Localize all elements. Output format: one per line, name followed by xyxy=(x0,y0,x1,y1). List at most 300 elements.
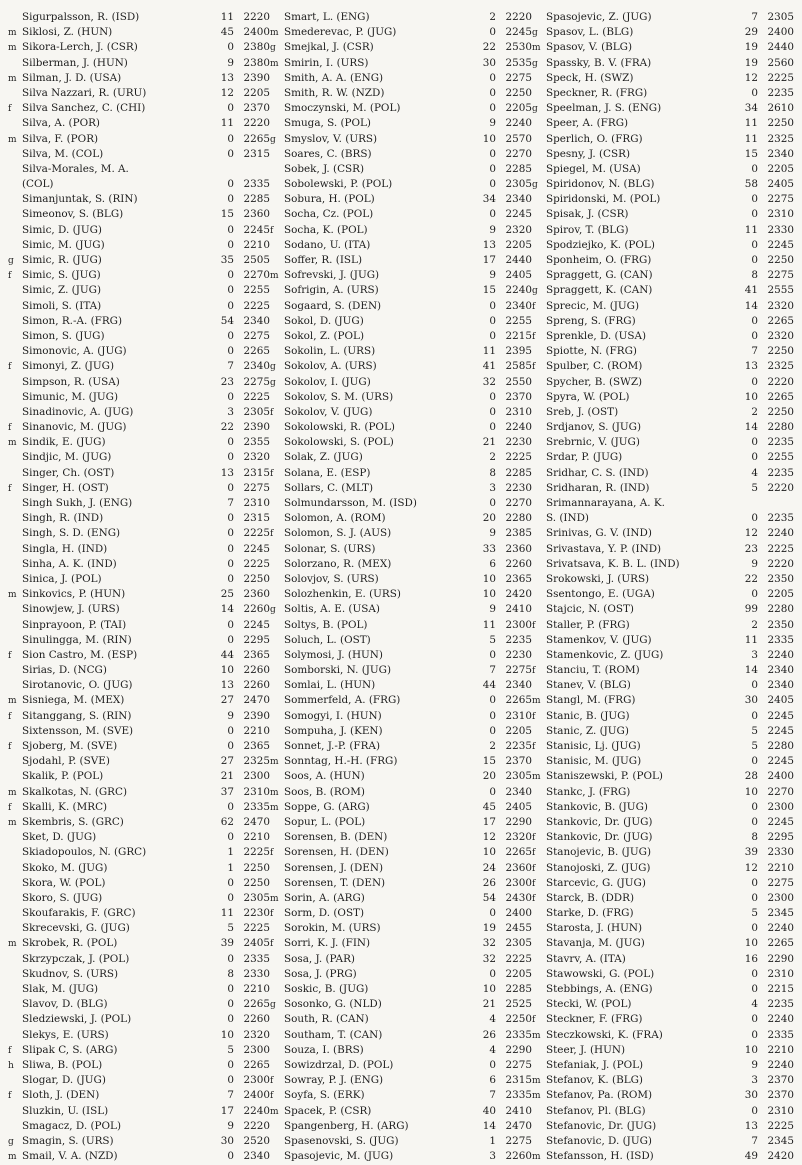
games-count: 0 xyxy=(489,71,496,84)
games-count: 0 xyxy=(751,375,758,388)
player-name: Skudnov, S. (URS) xyxy=(22,967,119,980)
list-item xyxy=(270,921,532,936)
list-item xyxy=(270,587,532,602)
list-item xyxy=(8,450,270,465)
rating-value: 2245 xyxy=(505,26,532,39)
rating-value: 2340 xyxy=(505,785,532,798)
list-item xyxy=(8,162,270,177)
rating-value: 2405 xyxy=(767,178,794,191)
games-count: 9 xyxy=(227,1119,234,1132)
rating-value: 2255 xyxy=(243,284,270,297)
player-name: Stecki, W. (POL) xyxy=(546,998,632,1011)
rating-value: 2225 xyxy=(243,557,270,570)
games-count: 19 xyxy=(744,41,758,54)
rating-value: 2265 xyxy=(505,694,532,707)
title-marker: m xyxy=(532,1076,541,1087)
rating-value: 2205 xyxy=(505,102,532,115)
player-name: Skrobek, R. (POL) xyxy=(22,937,118,950)
list-item xyxy=(8,1028,270,1043)
rating-value: 2300 xyxy=(243,1043,270,1056)
list-item xyxy=(8,724,270,739)
list-item xyxy=(532,587,794,602)
title-marker: f xyxy=(532,620,536,631)
rating-value: 2560 xyxy=(767,56,794,69)
list-item xyxy=(270,238,532,253)
list-item xyxy=(270,299,532,314)
list-item xyxy=(8,815,270,830)
rating-value: 2225 xyxy=(505,952,532,965)
player-name: Simic, R. (JUG) xyxy=(22,254,102,266)
games-count: 0 xyxy=(227,831,234,844)
list-item xyxy=(8,952,270,967)
games-count: 13 xyxy=(744,360,758,373)
list-item xyxy=(532,861,794,876)
rating-value: 2410 xyxy=(505,1104,532,1117)
rating-value: 2270 xyxy=(505,147,532,160)
list-item xyxy=(532,542,794,557)
list-item xyxy=(8,876,270,891)
rating-value: 2380 xyxy=(243,56,270,69)
games-count: 13 xyxy=(220,679,234,692)
list-item xyxy=(8,1119,270,1134)
rating-value: 2265 xyxy=(243,1058,270,1071)
title-marker: f xyxy=(270,468,274,479)
list-item xyxy=(8,390,270,405)
rating-value: 2390 xyxy=(243,71,270,84)
rating-value: 2265 xyxy=(767,937,794,950)
rating-value: 2290 xyxy=(505,815,532,828)
rating-value: 2225 xyxy=(767,542,794,555)
player-name: Stefaniak, J. (POL) xyxy=(546,1058,644,1071)
title-marker: m xyxy=(270,1106,279,1117)
player-name: Stavrv, A. (ITA) xyxy=(546,952,626,965)
player-name: Smith, A. A. (ENG) xyxy=(284,71,384,84)
games-count: 22 xyxy=(220,421,234,434)
rating-value: 2335 xyxy=(505,1028,532,1041)
list-item xyxy=(8,739,270,754)
rating-value: 2260 xyxy=(243,664,270,677)
games-count: 26 xyxy=(482,876,496,889)
games-count: 0 xyxy=(227,132,234,145)
player-name: Sowizdrzal, D. (POL) xyxy=(284,1058,394,1071)
player-name: Spycher, B. (SWZ) xyxy=(546,375,643,388)
games-count: 22 xyxy=(744,572,758,585)
player-name: Sjoberg, M. (SVE) xyxy=(22,740,118,752)
list-item xyxy=(8,648,270,663)
rating-value: 2320 xyxy=(767,329,794,342)
rating-value: 2240 xyxy=(767,922,794,935)
games-count: 54 xyxy=(220,314,234,327)
player-name: Smyslov, V. (URS) xyxy=(284,132,378,145)
list-item xyxy=(532,375,794,390)
list-item xyxy=(8,542,270,557)
list-item xyxy=(8,435,270,450)
rating-value: 2335 xyxy=(767,633,794,646)
games-count: 0 xyxy=(751,876,758,889)
rating-value: 2225 xyxy=(243,527,270,540)
rating-value: 2405 xyxy=(505,800,532,813)
column-2 xyxy=(270,10,532,1163)
player-name: Skrzypczak, J. (POL) xyxy=(22,952,130,965)
list-item xyxy=(532,1119,794,1134)
player-name: Spesny, J. (CSR) xyxy=(546,147,631,160)
player-name: Stanev, V. (BLG) xyxy=(546,679,631,692)
list-item xyxy=(532,147,794,162)
rating-value: 2340 xyxy=(243,314,270,327)
games-count: 0 xyxy=(751,709,758,722)
list-item xyxy=(8,25,270,40)
games-count: 0 xyxy=(227,284,234,297)
games-count: 14 xyxy=(744,421,758,434)
rating-value: 2240 xyxy=(767,648,794,661)
games-count: 10 xyxy=(220,664,234,677)
list-item xyxy=(270,10,532,25)
games-count: 0 xyxy=(489,162,496,175)
rating-value: 2245 xyxy=(243,542,270,555)
games-count: 30 xyxy=(744,694,758,707)
title-marker: m xyxy=(532,43,541,54)
list-item xyxy=(532,25,794,40)
rating-value: 2275 xyxy=(505,71,532,84)
list-item xyxy=(8,56,270,71)
title-marker: m xyxy=(270,28,279,39)
games-count: 0 xyxy=(489,694,496,707)
rating-value: 2345 xyxy=(767,1134,794,1147)
rating-value: 2220 xyxy=(767,557,794,570)
list-item xyxy=(532,390,794,405)
list-item xyxy=(532,618,794,633)
rating-value: 2470 xyxy=(243,815,270,828)
title-marker: f xyxy=(8,1091,12,1102)
games-count: 15 xyxy=(482,284,496,297)
list-item xyxy=(8,785,270,800)
games-count: 3 xyxy=(751,648,758,661)
rating-value: 2265 xyxy=(505,846,532,859)
list-item xyxy=(532,177,794,192)
rating-value: 2320 xyxy=(243,451,270,464)
rating-value: 2280 xyxy=(505,512,532,525)
title-marker: f xyxy=(8,271,12,282)
title-marker: f xyxy=(532,1015,536,1026)
list-item xyxy=(8,511,270,526)
player-name: Starosta, J. (HUN) xyxy=(546,922,643,935)
player-name: Souza, I. (BRS) xyxy=(284,1043,364,1056)
list-item xyxy=(8,132,270,147)
title-marker: m xyxy=(8,43,17,54)
player-name: Sosa, J. (PAR) xyxy=(284,952,355,965)
list-item xyxy=(270,450,532,465)
rating-value: 2340 xyxy=(505,679,532,692)
player-name: Solymosi, J. (HUN) xyxy=(284,648,383,661)
rating-value: 2335 xyxy=(243,952,270,965)
list-item xyxy=(270,572,532,587)
list-item xyxy=(8,314,270,329)
player-name: Solana, E. (ESP) xyxy=(284,466,371,479)
rating-value: 2405 xyxy=(505,269,532,282)
player-name: Sobolewski, P. (POL) xyxy=(284,178,393,191)
games-count: 30 xyxy=(744,1089,758,1102)
list-item xyxy=(8,572,270,587)
list-item xyxy=(8,800,270,815)
rating-value: 2340 xyxy=(767,147,794,160)
games-count: 19 xyxy=(482,922,496,935)
games-count: 5 xyxy=(489,633,496,646)
player-name: Srokowski, J. (URS) xyxy=(546,572,650,585)
player-name: Solomon, S. J. (AUS) xyxy=(284,527,392,540)
player-name: Sloth, J. (DEN) xyxy=(22,1089,100,1102)
list-item xyxy=(532,633,794,648)
list-item xyxy=(532,1028,794,1043)
games-count: 0 xyxy=(227,891,234,904)
games-count: 45 xyxy=(482,800,496,813)
player-name: Speck, H. (SWZ) xyxy=(546,71,634,84)
games-count: 8 xyxy=(751,831,758,844)
games-count: 5 xyxy=(227,922,234,935)
player-name: Steckner, F. (FRG) xyxy=(546,1013,643,1026)
rating-value: 2360 xyxy=(243,208,270,221)
list-item xyxy=(532,1058,794,1073)
rating-value: 2240 xyxy=(767,1013,794,1026)
games-count: 39 xyxy=(744,846,758,859)
rating-value: 2400 xyxy=(243,1089,270,1102)
games-count: 5 xyxy=(227,1043,234,1056)
list-item xyxy=(532,496,794,511)
player-name: Starck, B. (DDR) xyxy=(546,891,635,904)
games-count: 0 xyxy=(489,390,496,403)
title-marker: f xyxy=(8,483,12,494)
list-item xyxy=(8,769,270,784)
player-name: Spiridonov, N. (BLG) xyxy=(546,178,655,191)
list-item xyxy=(532,830,794,845)
title-marker: g xyxy=(8,256,14,266)
games-count: 0 xyxy=(227,998,234,1011)
list-item xyxy=(532,997,794,1012)
rating-value: 2245 xyxy=(767,709,794,722)
rating-value: 2585 xyxy=(505,360,532,373)
rating-value: 2455 xyxy=(505,922,532,935)
list-item xyxy=(532,709,794,724)
games-count: 0 xyxy=(489,907,496,920)
list-item xyxy=(532,845,794,860)
list-item xyxy=(532,299,794,314)
title-marker: f xyxy=(8,650,12,661)
rating-value: 2260 xyxy=(505,1150,532,1163)
games-count: 99 xyxy=(744,603,758,616)
games-count: 0 xyxy=(227,390,234,403)
player-name: Soares, C. (BRS) xyxy=(284,147,372,160)
rating-value: 2225 xyxy=(243,922,270,935)
rating-value: 2205 xyxy=(767,162,794,175)
list-item xyxy=(270,800,532,815)
rating-value: 2310 xyxy=(767,1104,794,1117)
games-count: 35 xyxy=(220,254,234,266)
player-name: Singh, R. (IND) xyxy=(22,512,104,525)
player-name: Skoko, M. (JUG) xyxy=(22,861,108,874)
player-name: Sokolov, V. (JUG) xyxy=(284,405,373,418)
list-item xyxy=(8,268,270,283)
rating-value: 2365 xyxy=(243,648,270,661)
rating-value: 2320 xyxy=(767,299,794,312)
rating-value: 2205 xyxy=(243,86,270,99)
rating-value: 2300 xyxy=(505,618,532,631)
games-count: 10 xyxy=(744,1043,758,1056)
rating-value: 2275 xyxy=(243,375,270,388)
player-name: Sofrigin, A. (URS) xyxy=(284,284,379,297)
player-name: Spangenberg, H. (ARG) xyxy=(284,1119,409,1132)
list-item xyxy=(532,450,794,465)
games-count: 25 xyxy=(220,588,234,601)
rating-value: 2315 xyxy=(243,147,270,160)
list-item xyxy=(532,1104,794,1119)
games-count: 0 xyxy=(751,967,758,980)
games-count: 0 xyxy=(751,588,758,601)
rating-value: 2520 xyxy=(243,1134,270,1147)
rating-value: 2250 xyxy=(767,345,794,358)
player-name: Sinulingga, M. (RIN) xyxy=(22,633,132,646)
player-name: Stankc, J. (FRG) xyxy=(546,785,631,798)
games-count: 0 xyxy=(751,329,758,342)
list-item xyxy=(532,602,794,617)
rating-value: 2220 xyxy=(767,481,794,494)
rating-value: 2335 xyxy=(243,178,270,191)
games-count: 21 xyxy=(482,998,496,1011)
player-name: Sosonko, G. (NLD) xyxy=(284,998,382,1011)
player-name: Spasov, V. (BLG) xyxy=(546,41,633,54)
games-count: 9 xyxy=(489,117,496,130)
rating-value: 2210 xyxy=(243,238,270,251)
list-item xyxy=(270,618,532,633)
games-count: 15 xyxy=(482,755,496,768)
list-item xyxy=(270,633,532,648)
rating-value: 2245 xyxy=(767,238,794,251)
rating-value: 2470 xyxy=(243,694,270,707)
games-count: 1 xyxy=(227,846,234,859)
list-item xyxy=(8,207,270,222)
player-name: Srebrnic, V. (JUG) xyxy=(546,436,640,449)
list-item xyxy=(270,693,532,708)
player-name: Solovjov, S. (URS) xyxy=(284,572,379,585)
games-count: 0 xyxy=(489,178,496,191)
games-count: 0 xyxy=(489,147,496,160)
games-count: 0 xyxy=(751,922,758,935)
games-count: 15 xyxy=(744,147,758,160)
rating-value: 2330 xyxy=(243,967,270,980)
list-item xyxy=(270,1149,532,1164)
title-marker: f xyxy=(532,711,536,722)
player-name: Simunic, M. (JUG) xyxy=(22,390,119,403)
player-name: Simonyi, Z. (JUG) xyxy=(22,360,115,373)
list-item xyxy=(270,1073,532,1088)
games-count: 0 xyxy=(489,421,496,434)
player-name: Sonnet, J.-P. (FRA) xyxy=(284,740,380,752)
games-count: 9 xyxy=(489,223,496,236)
list-item xyxy=(8,177,270,192)
games-count: 10 xyxy=(482,846,496,859)
rating-value: 2205 xyxy=(505,238,532,251)
list-item xyxy=(270,891,532,906)
player-name: Spiegel, M. (USA) xyxy=(546,162,641,175)
games-count: 0 xyxy=(751,512,758,525)
list-item xyxy=(8,663,270,678)
games-count: 22 xyxy=(482,41,496,54)
rating-value: 2205 xyxy=(767,588,794,601)
list-item xyxy=(8,709,270,724)
games-count: 0 xyxy=(751,436,758,449)
player-name: Simpson, R. (USA) xyxy=(22,375,120,388)
player-name: Soskic, B. (JUG) xyxy=(284,983,369,995)
list-item xyxy=(532,906,794,921)
games-count: 9 xyxy=(227,56,234,69)
games-count: 0 xyxy=(227,618,234,631)
list-item xyxy=(532,56,794,71)
list-item xyxy=(8,420,270,435)
player-name: Spasov, L. (BLG) xyxy=(546,26,634,39)
rating-value: 2310 xyxy=(243,785,270,798)
games-count: 3 xyxy=(751,1074,758,1087)
title-marker: h xyxy=(8,1060,14,1071)
rating-value: 2260 xyxy=(243,603,270,616)
rating-value: 2370 xyxy=(505,755,532,768)
games-count: 0 xyxy=(751,1013,758,1026)
rating-value: 2220 xyxy=(243,11,270,23)
player-name: Spodziejko, K. (POL) xyxy=(546,238,655,251)
list-item xyxy=(8,921,270,936)
title-marker: m xyxy=(270,757,279,768)
rating-value: 2245 xyxy=(243,618,270,631)
rating-value: 2285 xyxy=(243,193,270,206)
player-name: Stefanov, K. (BLG) xyxy=(546,1074,643,1087)
player-name: Sonntag, H.-H. (FRG) xyxy=(284,755,398,768)
player-name: Skalik, P. (POL) xyxy=(22,770,104,783)
rating-value: 2270 xyxy=(243,269,270,282)
rating-value: 2210 xyxy=(767,861,794,874)
title-marker: g xyxy=(8,1136,14,1147)
rating-value: 2440 xyxy=(505,254,532,266)
player-name: Singh, S. D. (ENG) xyxy=(22,527,121,540)
rating-value: 2360 xyxy=(243,588,270,601)
list-item xyxy=(270,116,532,131)
rating-value: 2275 xyxy=(505,1134,532,1147)
list-item xyxy=(532,511,794,526)
list-item xyxy=(270,1104,532,1119)
title-marker: m xyxy=(532,1152,541,1163)
list-item xyxy=(270,177,532,192)
player-name: Silman, J. D. (USA) xyxy=(22,71,122,84)
player-name: Solonar, S. (URS) xyxy=(284,542,376,555)
player-name: Stefansson, H. (ISD) xyxy=(546,1150,654,1163)
rating-value: 2275 xyxy=(767,193,794,206)
list-item xyxy=(8,997,270,1012)
games-count: 0 xyxy=(489,102,496,115)
rating-value: 2235 xyxy=(505,740,532,752)
list-item xyxy=(532,223,794,238)
games-count: 6 xyxy=(489,1074,496,1087)
list-item xyxy=(8,1058,270,1073)
games-count: 27 xyxy=(220,694,234,707)
rating-value: 2340 xyxy=(243,360,270,373)
rating-value: 2215 xyxy=(767,983,794,995)
games-count: 17 xyxy=(482,254,496,266)
title-marker: f xyxy=(270,1091,274,1102)
games-count: 7 xyxy=(227,497,234,509)
player-name: Srivatsava, K. B. L. (IND) xyxy=(546,557,680,570)
games-count: 0 xyxy=(227,512,234,525)
list-item xyxy=(8,86,270,101)
rating-value: 2340 xyxy=(767,664,794,677)
list-item xyxy=(270,815,532,830)
player-name: Simic, M. (JUG) xyxy=(22,238,105,251)
title-marker: f xyxy=(532,301,536,312)
